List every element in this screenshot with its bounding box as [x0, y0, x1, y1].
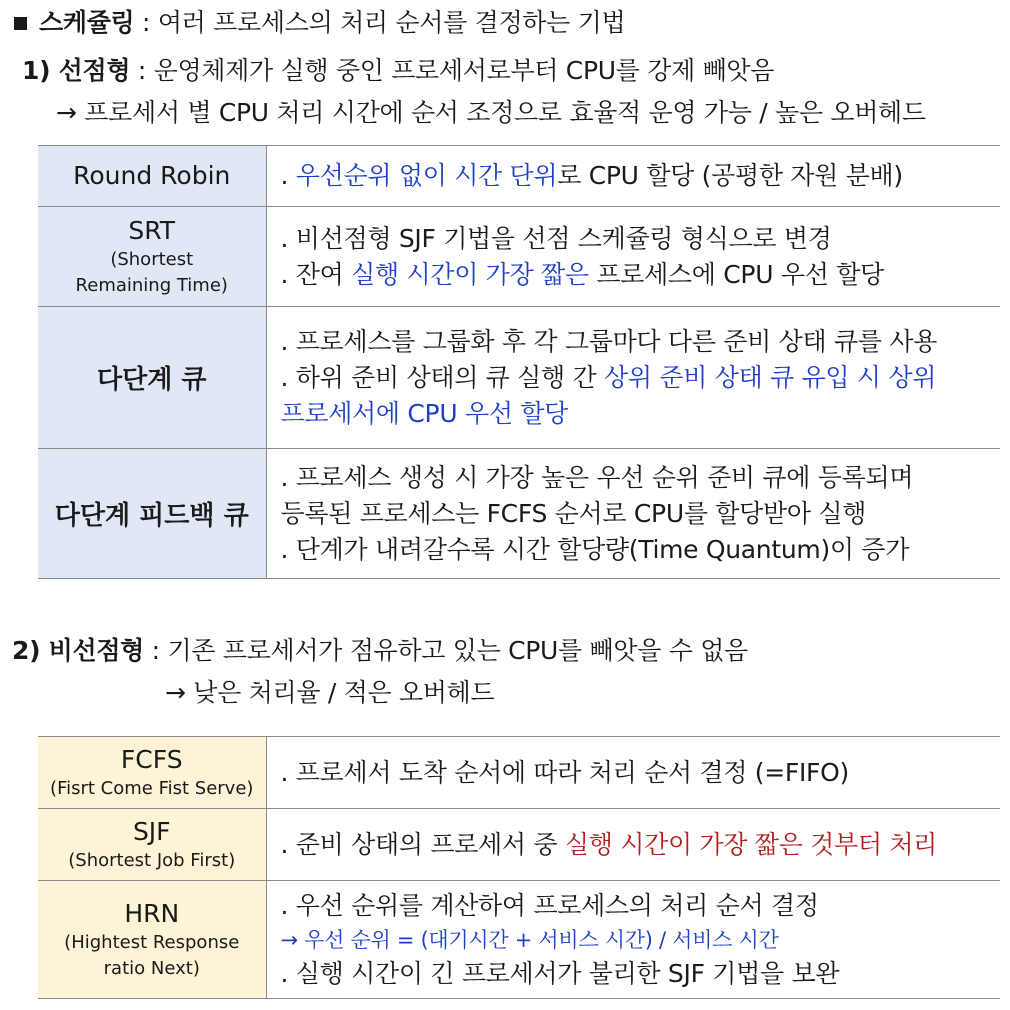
desc-line [281, 257, 1001, 293]
table-row [38, 809, 1000, 881]
algo-name: HRN [124, 898, 180, 928]
scheduling-title: 스케쥴링 [39, 8, 135, 37]
algo-name: Round Robin [73, 161, 231, 190]
row-name-cell [38, 809, 266, 881]
desc-line: . 비선점형 SJF 기법을 선점 스케쥴링 형식으로 변경 [280, 223, 832, 253]
nonpreemptive-table [38, 736, 1000, 999]
highlight-text: 우선순위 없이 시간 단위 [295, 161, 558, 190]
table-row [38, 881, 1000, 999]
algo-fullname: (Shortest Job First) [68, 849, 236, 871]
nonpreemptive-heading-line [12, 634, 748, 668]
row-name-cell [38, 307, 266, 449]
table-row [38, 737, 1000, 809]
algo-name: 다단계 큐 [96, 365, 207, 395]
row-desc-cell [266, 307, 1000, 449]
highlight-text: 실행 시간이 가장 짧은 것부터 처리 [564, 829, 938, 859]
nonpreemptive-desc: : 기존 프로세서가 점유하고 있는 CPU를 빼앗을 수 없음 [144, 636, 748, 665]
row-name-cell [38, 146, 266, 207]
nonpreemptive-arrow-note: → 낮은 처리율 / 적은 오버헤드 [165, 678, 495, 707]
table-row [38, 207, 1000, 307]
row-name-cell [38, 207, 266, 307]
nonpreemptive-heading: 2) 비선점형 [12, 636, 145, 665]
desc-line [281, 360, 1001, 396]
algo-name: FCFS [120, 744, 183, 774]
algo-fullname: Remaining Time) [75, 274, 228, 296]
desc-line: . 실행 시간이 긴 프로세서가 불리한 SJF 기법을 보완 [280, 958, 840, 988]
highlight-text: 프로세서에 CPU 우선 할당 [280, 398, 569, 428]
algo-fullname: (Shortest [110, 248, 194, 270]
desc-line: . 프로세서 도착 순서에 따라 처리 순서 결정 (=FIFO) [280, 757, 849, 787]
highlight-text: 상위 준비 상태 큐 유입 시 상위 [604, 362, 937, 392]
desc-line: 등록된 프로세스는 FCFS 순서로 CPU를 할당받아 실행 [280, 498, 867, 528]
algo-fullname: ratio Next) [103, 957, 200, 979]
table-row [38, 307, 1000, 449]
row-name-cell [38, 737, 266, 809]
algo-name: SJF [132, 816, 171, 846]
algo-fullname: (Hightest Response [64, 931, 240, 953]
row-name-cell [38, 881, 266, 999]
preemptive-table [38, 145, 1000, 579]
formula-line: → 우선 순위 = (대기시간 + 서비스 시간) / 서비스 시간 [280, 927, 779, 952]
desc-text: . [280, 161, 296, 190]
highlight-text: 실행 시간이 가장 짧은 [351, 259, 589, 289]
row-desc-cell [266, 449, 1000, 579]
row-desc-cell [266, 737, 1000, 809]
row-desc-cell [266, 881, 1000, 999]
desc-line: . 단계가 내려갈수록 시간 할당량(Time Quantum)이 증가 [280, 534, 910, 564]
desc-line: . 프로세스 생성 시 가장 높은 우선 순위 준비 큐에 등록되며 [280, 462, 914, 492]
desc-text: . 하위 준비 상태의 큐 실행 간 [280, 362, 605, 392]
table-row [38, 146, 1000, 207]
desc-text: 로 CPU 할당 (공평한 자원 분배) [557, 161, 903, 190]
algo-fullname: (Fisrt Come Fist Serve) [50, 777, 254, 799]
desc-text: . 잔여 [280, 259, 352, 289]
scheduling-definition [10, 6, 625, 40]
preemptive-heading-line [22, 54, 774, 88]
preemptive-heading: 1) 선점형 [22, 56, 131, 85]
row-desc-cell [266, 207, 1000, 307]
row-desc-cell [266, 809, 1000, 881]
algo-name: 다단계 피드백 큐 [54, 501, 249, 531]
table-row [38, 449, 1000, 579]
row-name-cell [38, 449, 266, 579]
desc-line: . 우선 순위를 계산하여 프로세스의 처리 순서 결정 [280, 890, 819, 920]
scheduling-desc: : 여러 프로세스의 처리 순서를 결정하는 기법 [134, 8, 626, 37]
preemptive-desc: : 운영체제가 실행 중인 프로세서로부터 CPU를 강제 빼앗음 [130, 56, 775, 85]
desc-text: . 준비 상태의 프로세서 중 [280, 829, 565, 859]
preemptive-arrow-note: → 프로세서 별 CPU 처리 시간에 순서 조정으로 효율적 운영 가능 / 높은 오버헤드 [56, 98, 926, 127]
row-desc-cell [266, 146, 1000, 207]
algo-name: SRT [128, 215, 176, 245]
desc-line: . 프로세스를 그룹화 후 각 그룹마다 다른 준비 상태 큐를 사용 [280, 326, 938, 356]
desc-text: 프로세스에 CPU 우선 할당 [588, 259, 884, 289]
square-bullet-icon [14, 17, 27, 30]
